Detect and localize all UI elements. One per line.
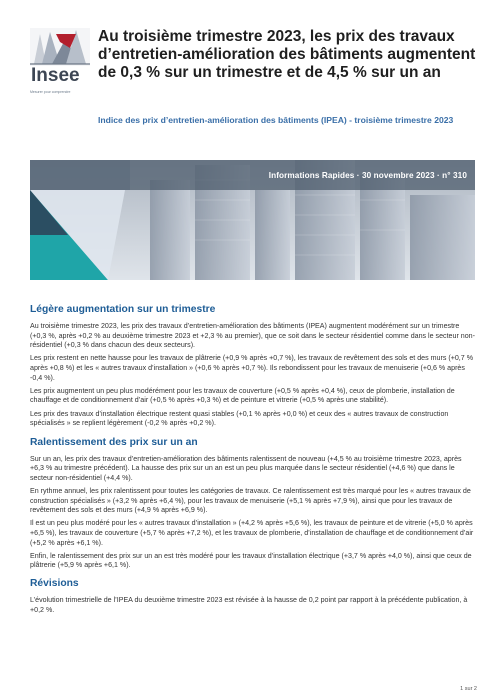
logo-wordmark: Insee	[31, 65, 80, 86]
logo-tagline: Mesurer pour comprendre	[30, 90, 71, 94]
page-title: Au troisième trimestre 2023, les prix des travaux d’entretien-amélioration des bâtiments augmentent de 0,3 % sur un trimestre et de 4,5 % sur un an	[98, 28, 476, 81]
paragraph: Les prix augmentent un peu plus modérément pour les travaux de couverture (+0,5 % après +0,4 %), ceux de plomberie, installation de chauffage et de conditionnement d’air (+0,5 % après +0,3 %) et de peinture et vitrerie (+0,5 % après une stabilité).	[30, 386, 455, 405]
section-quarterly	[30, 303, 475, 429]
paragraph: Les prix restent en nette hausse pour les travaux de plâtrerie (+0,9 % après +0,7 %), les travaux de revêtement des sols et des murs (+0,7 % après +0,8 %) et les « autres travaux d’installation » (+0,6 % après +0,7 %). Ils rebondissent pour les travaux de menuiserie (+0,6 % après -0,4 %).	[30, 354, 473, 382]
article-body	[30, 303, 475, 621]
page-header	[30, 28, 475, 140]
section-heading: Légère augmentation sur un trimestre	[30, 304, 216, 315]
paragraph: Enfin, le ralentissement des prix sur un an est très modéré pour les travaux d’installation électrique (+3,7 % après +4,0 %), ainsi que ceux de plâtrerie (+5,9 % après +6,1 %).	[30, 551, 472, 570]
section-heading: Révisions	[30, 578, 79, 590]
insee-logo	[30, 28, 90, 90]
header-banner-image	[30, 160, 475, 280]
paragraph: L’évolution trimestrielle de l’IPEA du deuxième trimestre 2023 est révisée à la hausse de 0,2 point par rapport à la précédente publication, à +0,2 %.	[30, 596, 468, 614]
paragraph: Au troisième trimestre 2023, les prix des travaux d’entretien-amélioration des bâtiments (IPEA) augmentent modérément sur un trimestre (+0,3 %, après +0,2 % au deuxième trimestre 2023 et +2,3 % au premier), que ce soit dans le secteur résidentiel comme dans le secteur non-résidentiel (+0,3 % dans chacun des deux secteurs).	[30, 322, 475, 350]
page-number: 1 sur 2	[460, 686, 477, 692]
paragraph: Sur un an, les prix des travaux d’entretien-amélioration des bâtiments ralentissent de nouveau (+4,5 % au troisième trimestre 2023, après +6,3 % au trimestre précédent). La hausse des prix sur un an est un peu plus marquée dans le secteur résidentiel (+4,6 %) que dans le secteur non-résidentiel (+4,4 %).	[30, 454, 462, 482]
paragraph: En rythme annuel, les prix ralentissent pour toutes les catégories de travaux. Ce ralentissement est très marqué pour les « autres travaux de construction spécialisés » (+3,2 % après +6,4 %), pour les travaux de menuiserie (+5,1 % après +7,9 %), ainsi que pour les travaux de revêtement des sols et des murs (+4,9 % après +6,9 %).	[30, 487, 471, 515]
section-revisions	[30, 577, 475, 615]
page-subtitle: Indice des prix d’entretien-amélioration des bâtiments (IPEA) - troisième trimestre 2023	[98, 115, 454, 125]
section-annual	[30, 436, 475, 571]
section-heading: Ralentissement des prix sur un an	[30, 436, 198, 448]
paragraph: Les prix des travaux d’installation électrique restent quasi stables (+0,1 % après +0,0 %) et ceux des « autres travaux de construction spécialisés » se replient légèrement (-0,2 % après +0,2 %).	[30, 409, 449, 428]
paragraph: Il est un peu plus modéré pour les « autres travaux d’installation » (+4,2 % après +5,6 %), les travaux de peinture et de vitrerie (+5,0 % après +6,5 %), les travaux de couverture (+5,7 % après +7,2 %), et les travaux de plomberie, d’installation de chauffage et de conditionnement d’air (+5,2 % après +6,1 %).	[30, 519, 474, 547]
publication-caption: Informations Rapides · 30 novembre 2023 · n° 310	[268, 171, 467, 180]
